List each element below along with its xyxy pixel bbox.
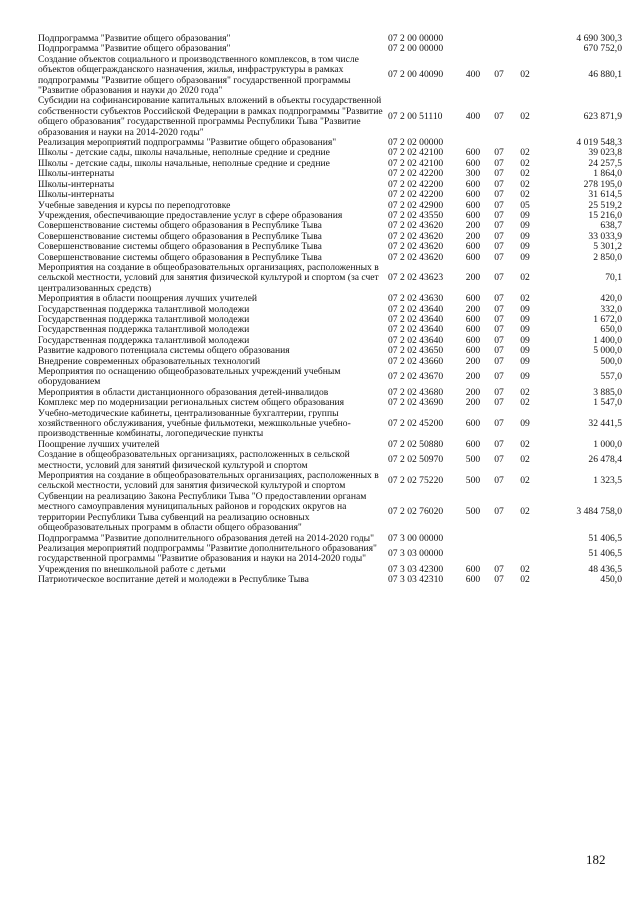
row-amount: 46 880,1 <box>588 69 622 81</box>
row-expense-type: 600 <box>465 157 481 169</box>
row-subsection: 02 <box>520 574 530 586</box>
row-name: Совершенствование системы общего образования в Республике Тыва <box>38 220 322 232</box>
row-name: Комплекс мер по модернизации региональных систем общего образования <box>38 397 345 409</box>
row-expense-type: 200 <box>465 272 481 284</box>
row-section: 07 <box>494 355 504 367</box>
row-name: Школы - детские сады, школы начальные, неполные средние и средние <box>38 157 330 169</box>
row-section: 07 <box>494 220 504 232</box>
row-section: 07 <box>494 303 504 315</box>
table-row <box>38 575 622 585</box>
row-name: Мероприятия в области дистанционного образования детей-инвалидов <box>38 386 329 398</box>
row-amount: 51 406,5 <box>588 532 622 544</box>
row-amount: 26 478,4 <box>588 454 622 466</box>
row-name: Субвенции на реализацию Закона Республики Тыва "О предоставлении органам местного самоуправления муниципальных районов и городских округов на территории Республики Тыва субвенций на реализацию основных общеобразовательных программ в области общего образования" <box>38 490 367 534</box>
row-name: Совершенствование системы общего образования в Республике Тыва <box>38 230 322 242</box>
row-name: Совершенствование системы общего образования в Республике Тыва <box>38 241 322 253</box>
row-subsection <box>512 534 538 544</box>
table-row <box>38 544 622 565</box>
row-amount: 670 752,0 <box>583 43 622 55</box>
row-code: 07 2 02 43640 <box>388 303 444 315</box>
row-amount: 33 033,9 <box>588 230 622 242</box>
row-section: 07 <box>494 454 504 466</box>
row-section <box>486 44 512 54</box>
row-section: 07 <box>494 241 504 253</box>
row-section: 07 <box>494 178 504 190</box>
row-expense-type: 200 <box>465 220 481 232</box>
row-name: Создание в общеобразовательных организациях, расположенных в сельской местности, условий для занятий физической культурой и спортом <box>38 449 350 471</box>
row-amount: 1 864,0 <box>593 168 622 180</box>
row-name: Государственная поддержка талантливой молодежи <box>38 334 250 346</box>
row-amount: 623 871,9 <box>583 111 622 123</box>
row-name: Мероприятия по оснащению общеобразовательных учреждений учебным оборудованием <box>38 366 341 388</box>
row-expense-type: 600 <box>465 189 481 201</box>
row-name: Реализация мероприятий подпрограммы "Развитие общего образования" <box>38 137 337 149</box>
row-subsection: 02 <box>520 189 530 201</box>
row-expense-type <box>460 534 486 544</box>
row-subsection: 09 <box>520 334 530 346</box>
row-expense-type: 600 <box>465 293 481 305</box>
row-subsection: 09 <box>520 209 530 221</box>
row-section <box>486 534 512 544</box>
row-section: 07 <box>494 157 504 169</box>
table-row <box>38 409 622 440</box>
row-section: 07 <box>494 371 504 383</box>
row-subsection: 02 <box>520 147 530 159</box>
row-section: 07 <box>494 574 504 586</box>
row-name: Создание объектов социального и производственного комплексов, в том числе объектов общегражданского назначения, жилья, инфраструктуры в рамках подпрограммы "Развитие общего образования" государственной программы "Развитие образования и науки до 2020 года" <box>38 53 359 97</box>
row-name: Подпрограмма "Развитие общего образования" <box>38 43 231 55</box>
row-section: 07 <box>494 418 504 430</box>
row-code: 07 2 02 42200 <box>388 168 444 180</box>
row-code: 07 2 00 00000 <box>388 43 444 55</box>
row-subsection: 02 <box>520 386 530 398</box>
row-amount: 48 436,5 <box>588 563 622 575</box>
row-code: 07 3 00 00000 <box>388 532 444 544</box>
row-code: 07 2 02 43640 <box>388 313 444 325</box>
row-subsection <box>512 34 538 44</box>
row-name: Государственная поддержка талантливой молодежи <box>38 303 250 315</box>
row-name: Подпрограмма "Развитие общего образования" <box>38 33 231 44</box>
row-code: 07 3 03 42310 <box>388 574 444 586</box>
row-amount: 332,0 <box>600 303 622 315</box>
row-section: 07 <box>494 397 504 409</box>
row-code: 07 3 03 42300 <box>388 563 444 575</box>
table-row <box>38 180 622 190</box>
row-expense-type: 200 <box>465 355 481 367</box>
row-amount: 15 216,0 <box>588 209 622 221</box>
row-code: 07 2 02 42100 <box>388 157 444 169</box>
row-section: 07 <box>494 168 504 180</box>
row-expense-type: 200 <box>465 371 481 383</box>
row-amount: 1 672,0 <box>593 313 622 325</box>
row-expense-type: 500 <box>465 475 481 487</box>
row-amount: 51 406,5 <box>588 548 622 560</box>
row-subsection: 05 <box>520 199 530 211</box>
row-code: 07 2 02 43620 <box>388 251 444 263</box>
row-amount: 24 257,5 <box>588 157 622 169</box>
row-code: 07 2 02 45200 <box>388 418 444 430</box>
row-subsection: 02 <box>520 69 530 81</box>
row-expense-type <box>460 44 486 54</box>
row-name: Мероприятия в области поощрения лучших учителей <box>38 293 258 305</box>
row-section: 07 <box>494 293 504 305</box>
page-number: 182 <box>586 852 606 867</box>
row-subsection: 02 <box>520 475 530 487</box>
row-section: 07 <box>494 345 504 357</box>
row-expense-type: 600 <box>465 313 481 325</box>
row-name: Учебно-методические кабинеты, централизованные бухгалтерии, группы хозяйственного обслуживания, учебные фильмотеки, межшкольные учебно-производственные комбинаты, логопедические пункты <box>38 407 351 440</box>
table-row <box>38 55 622 97</box>
row-name: Учреждения по внешкольной работе с детьми <box>38 563 226 575</box>
row-expense-type: 300 <box>465 168 481 180</box>
row-expense-type: 600 <box>465 418 481 430</box>
row-code: 07 2 02 50970 <box>388 454 444 466</box>
row-amount: 5 301,2 <box>593 241 622 253</box>
row-name: Развитие кадрового потенциала системы общего образования <box>38 345 290 357</box>
row-section: 07 <box>494 199 504 211</box>
row-code: 07 2 02 43690 <box>388 397 444 409</box>
row-subsection: 02 <box>520 563 530 575</box>
row-code: 07 2 02 76020 <box>388 506 444 518</box>
row-amount: 2 850,0 <box>593 251 622 263</box>
row-name: Подпрограмма "Развитие дополнительного образования детей на 2014-2020 годы" <box>38 532 375 544</box>
row-subsection: 02 <box>520 397 530 409</box>
row-code: 07 2 02 50880 <box>388 438 444 450</box>
row-expense-type: 600 <box>465 324 481 336</box>
row-expense-type: 600 <box>465 178 481 190</box>
row-section: 07 <box>494 506 504 518</box>
row-code: 07 2 02 43660 <box>388 355 444 367</box>
row-name: Мероприятия на создание в общеобразовательных организациях, расположенных в сельской местности, условий для занятия физической культурой и спортом (за счет централизованных средств) <box>38 261 379 294</box>
row-section: 07 <box>494 438 504 450</box>
row-amount: 450,0 <box>600 574 622 586</box>
row-name: Школы - детские сады, школы начальные, неполные средние и средние <box>38 147 330 159</box>
row-subsection: 09 <box>520 313 530 325</box>
row-name: Школы-интернаты <box>38 178 115 190</box>
row-code: 07 2 02 75220 <box>388 475 444 487</box>
row-subsection: 02 <box>520 506 530 518</box>
row-amount: 557,0 <box>600 371 622 383</box>
row-subsection: 09 <box>520 355 530 367</box>
row-amount: 4 019 548,3 <box>576 137 622 149</box>
row-subsection: 02 <box>520 168 530 180</box>
row-amount: 70,1 <box>605 272 622 284</box>
row-subsection: 02 <box>520 454 530 466</box>
row-subsection: 02 <box>520 111 530 123</box>
row-section: 07 <box>494 386 504 398</box>
row-amount: 31 614,5 <box>588 189 622 201</box>
row-expense-type: 500 <box>465 506 481 518</box>
row-expense-type: 400 <box>465 111 481 123</box>
row-amount: 1 547,0 <box>593 397 622 409</box>
row-amount: 25 519,2 <box>588 199 622 211</box>
row-amount: 1 323,5 <box>593 475 622 487</box>
row-section: 07 <box>494 209 504 221</box>
row-subsection: 02 <box>520 272 530 284</box>
row-code: 07 2 00 00000 <box>388 33 444 44</box>
row-name: Учреждения, обеспечивающие предоставление услуг в сфере образования <box>38 209 343 221</box>
row-expense-type: 600 <box>465 574 481 586</box>
row-subsection: 09 <box>520 230 530 242</box>
row-expense-type: 600 <box>465 147 481 159</box>
row-code: 07 2 02 42900 <box>388 199 444 211</box>
row-expense-type: 600 <box>465 345 481 357</box>
row-subsection: 09 <box>520 324 530 336</box>
row-amount: 650,0 <box>600 324 622 336</box>
row-name: Мероприятия на создание в общеобразовательных организациях, расположенных в сельской местности, условий для занятия физической культурой и спортом <box>38 470 379 492</box>
row-section: 07 <box>494 111 504 123</box>
row-code: 07 2 02 43620 <box>388 230 444 242</box>
row-amount: 5 000,0 <box>593 345 622 357</box>
row-expense-type <box>460 544 486 565</box>
row-amount: 39 023,8 <box>588 147 622 159</box>
row-code: 07 2 02 00000 <box>388 137 444 149</box>
row-code: 07 2 02 43623 <box>388 272 444 284</box>
table-row <box>38 294 622 304</box>
row-expense-type <box>460 34 486 44</box>
row-code: 07 2 02 43620 <box>388 241 444 253</box>
table-row <box>38 471 622 492</box>
row-name: Школы-интернаты <box>38 168 115 180</box>
row-amount: 500,0 <box>600 355 622 367</box>
row-subsection: 09 <box>520 220 530 232</box>
row-name: Государственная поддержка талантливой молодежи <box>38 313 250 325</box>
row-section: 07 <box>494 475 504 487</box>
row-expense-type: 600 <box>465 241 481 253</box>
row-section: 07 <box>494 272 504 284</box>
row-section: 07 <box>494 189 504 201</box>
row-expense-type: 600 <box>465 334 481 346</box>
row-amount: 4 690 300,3 <box>576 33 622 44</box>
row-code: 07 2 02 43670 <box>388 371 444 383</box>
row-subsection: 09 <box>520 303 530 315</box>
row-name: Совершенствование системы общего образования в Республике Тыва <box>38 251 322 263</box>
row-expense-type: 200 <box>465 230 481 242</box>
row-code: 07 2 00 51110 <box>388 111 443 123</box>
row-code: 07 2 02 43620 <box>388 220 444 232</box>
row-expense-type: 400 <box>465 69 481 81</box>
row-amount: 278 195,0 <box>583 178 622 190</box>
table-row <box>38 492 622 534</box>
table-row <box>38 450 622 471</box>
table-row <box>38 96 622 138</box>
row-section <box>486 544 512 565</box>
row-expense-type: 600 <box>465 209 481 221</box>
budget-table-body <box>38 34 622 586</box>
row-name: Государственная поддержка талантливой молодежи <box>38 324 250 336</box>
row-subsection: 09 <box>520 418 530 430</box>
table-row <box>38 190 622 200</box>
row-code: 07 2 02 42100 <box>388 147 444 159</box>
row-subsection: 09 <box>520 371 530 383</box>
row-section: 07 <box>494 313 504 325</box>
row-subsection: 09 <box>520 345 530 357</box>
row-section: 07 <box>494 147 504 159</box>
table-row <box>38 159 622 169</box>
row-section: 07 <box>494 251 504 263</box>
row-expense-type: 200 <box>465 386 481 398</box>
row-amount: 420,0 <box>600 293 622 305</box>
row-code: 07 2 02 43640 <box>388 324 444 336</box>
row-expense-type: 600 <box>465 199 481 211</box>
row-expense-type: 200 <box>465 303 481 315</box>
row-name: Внедрение современных образовательных технологий <box>38 355 261 367</box>
budget-table <box>38 34 622 586</box>
row-name: Школы-интернаты <box>38 189 115 201</box>
row-section: 07 <box>494 563 504 575</box>
row-code: 07 2 02 43680 <box>388 386 444 398</box>
row-name: Реализация мероприятий подпрограммы "Развитие дополнительного образования" государственной программы "Развитие образования и науки на 2014-2020 годы" <box>38 542 377 565</box>
row-amount: 1 000,0 <box>593 438 622 450</box>
row-subsection <box>512 544 538 565</box>
row-expense-type: 600 <box>465 563 481 575</box>
row-code: 07 2 02 42200 <box>388 189 444 201</box>
table-row <box>38 263 622 294</box>
row-code: 07 2 02 43630 <box>388 293 444 305</box>
row-section: 07 <box>494 69 504 81</box>
row-amount: 32 441,5 <box>588 418 622 430</box>
row-code: 07 2 02 43550 <box>388 209 444 221</box>
row-subsection: 02 <box>520 178 530 190</box>
row-section <box>486 34 512 44</box>
table-row <box>38 169 622 179</box>
row-subsection: 02 <box>520 157 530 169</box>
row-expense-type: 200 <box>465 397 481 409</box>
table-row <box>38 367 622 388</box>
row-expense-type: 500 <box>465 454 481 466</box>
row-code: 07 2 02 42200 <box>388 178 444 190</box>
row-name: Поощрение лучших учителей <box>38 438 160 450</box>
row-name: Субсидии на софинансирование капитальных вложений в объекты государственной собственности субъектов Российской Федерации в рамках подпрограммы "Развитие общего образования" государственной программы Республики Тыва "Развитие образования и науки на 2014-2020 годы" <box>38 95 383 138</box>
row-name: Учебные заведения и курсы по переподготовке <box>38 199 231 211</box>
row-subsection <box>512 44 538 54</box>
row-code: 07 3 03 00000 <box>388 548 444 560</box>
row-section: 07 <box>494 230 504 242</box>
row-amount: 1 400,0 <box>593 334 622 346</box>
row-expense-type: 600 <box>465 438 481 450</box>
row-subsection: 02 <box>520 293 530 305</box>
table-row <box>38 242 622 252</box>
row-code: 07 2 02 43640 <box>388 334 444 346</box>
row-amount: 638,7 <box>600 220 622 232</box>
row-section: 07 <box>494 334 504 346</box>
row-subsection: 09 <box>520 251 530 263</box>
row-section: 07 <box>494 324 504 336</box>
row-code: 07 2 00 40090 <box>388 69 444 81</box>
row-subsection: 09 <box>520 241 530 253</box>
row-subsection: 02 <box>520 438 530 450</box>
row-name: Патриотическое воспитание детей и молодежи в Республике Тыва <box>38 574 309 586</box>
row-amount: 3 885,0 <box>593 386 622 398</box>
row-code: 07 2 02 43650 <box>388 345 444 357</box>
row-amount: 3 484 758,0 <box>576 506 622 518</box>
row-expense-type: 600 <box>465 251 481 263</box>
